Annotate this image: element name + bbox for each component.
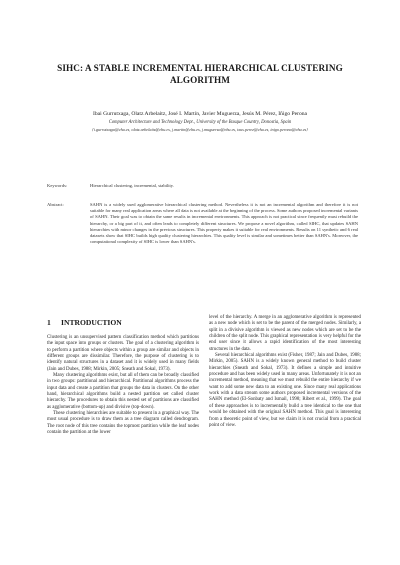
- intro-paragraph-2: Many clustering algorithms exist, but all of them can be broadly classified in two groups: partitional and hierarchical. Partitional algorithms process the input data and create a partition that groups the data in clusters. On the other hand, hierarchical algorithms build a nested partition set called cluster hierarchy. The procedures to obtain this nested set of partitions are classified as agglomerative (bottom-up) and divisive (top-down).: [47, 373, 199, 410]
- author-emails: {i.gurrutxaga@ehu.es, olatz.arbelaitz@ehu.es, j.martin@ehu.es, j.muguerza@ehu.es, txus.perez@ehu.es, inigo.perona@ehu.es}: [92, 127, 308, 132]
- affiliation: Computer Architecture and Technology Dept., University of the Basque Country, Donostia, Spain: [108, 120, 292, 125]
- author-list: Ibai Gurrutxaga, Olatz Arbelaitz, José I. Martín, Javier Muguerza, Jesús M. Pérez, Iñigo Perona: [92, 111, 308, 117]
- section-title: INTRODUCTION: [61, 318, 122, 327]
- left-column: [47, 335, 199, 437]
- right-column: [209, 315, 361, 429]
- paper-title: SIHC: A STABLE INCREMENTAL HIERARCHICAL CLUSTERING ALGORITHM: [57, 63, 343, 85]
- section-heading: [47, 318, 199, 327]
- intro-paragraph-3: These clustering hierarchies are suitable to present in a graphical way. The most usual procedure is to draw them as a tree diagram called dendrogram. The root node of this tree contains the topmost partition while the leaf nodes contain the partition at the lower: [47, 411, 199, 436]
- intro-paragraph-4: level of the hierarchy. A merge in an agglomerative algorithm is represented as a new node which is set to be the parent of the merged nodes. Similarly, a split in a divisive algorithm is viewed as new nodes which are set to be the children of the split node. This graphical representation is very helpful for the end user since it allows a rapid identification of the most interesting structures in the data.: [209, 315, 361, 352]
- section-number: 1: [47, 318, 51, 327]
- abstract-text: SAHN is a widely used agglomerative hierarchical clustering method. Nevertheless it is not an incremental algorithm and therefore it is not suitable for many real application areas where all data is not available at the beginning of the process. Some authors proposed incremental variants of SAHN. Their goal was to obtain the same results in incremental environments. This approach is not practical since frequently must rebuild the hierarchy, or a big part of it, and often leads to completely different structures. We propose a novel algorithm, called SIHC, that updates SAHN hierarchies with minor changes in the previous structures. This property makes it suitable for real environments. Results on 11 synthetic and 6 real datasets show that SIHC builds high quality clustering hierarchies. This quality level is similar and sometimes better than SAHN's. Moreover, the computational complexity of SIHC is lower than SAHN's.: [90, 202, 358, 245]
- intro-paragraph-5: Several hierarchical algorithms exist (Fisher, 1987; Jain and Dubes, 1988; Mirkin, 2005). SAHN is a widely known general method to build cluster hierarchies (Sneath and Sokal, 1973). It defines a simple and intuitive procedure and has been widely used in many areas. Unfortunately it is not an incremental method, meaning that we must rebuild the entire hierarchy if we want to add some new data to an existing one. Since many real applications work with a data stream some authors proposed incremental versions of the SAHN method (El-Sonbaty and Ismail, 1998; Ribert et al., 1999). The goal of these approaches is to incrementally build a tree identical to the one that would be obtained with the original SAHN method. This goal is interesting from a theoretic point of view, but we claim it is not crucial from a practical point of view.: [209, 353, 361, 428]
- keywords-text: Hierarchical clustering, incremental, stability.: [90, 183, 174, 188]
- keywords-label: Keywords:: [47, 183, 68, 188]
- intro-paragraph-1: Clustering is an unsupervised pattern classification method which partitions the input space into groups or clusters. The goal of a clustering algorithm is to perform a partition where objects within a group are similar and objects in different groups are dissimilar. Therefore, the purpose of clustering is to identify natural structures in a dataset and it is widely used in many fields (Jain and Dubes, 1988; Mirkin, 2005; Sneath and Sokal, 1973).: [47, 335, 199, 372]
- abstract-label: Abstract:: [47, 202, 64, 207]
